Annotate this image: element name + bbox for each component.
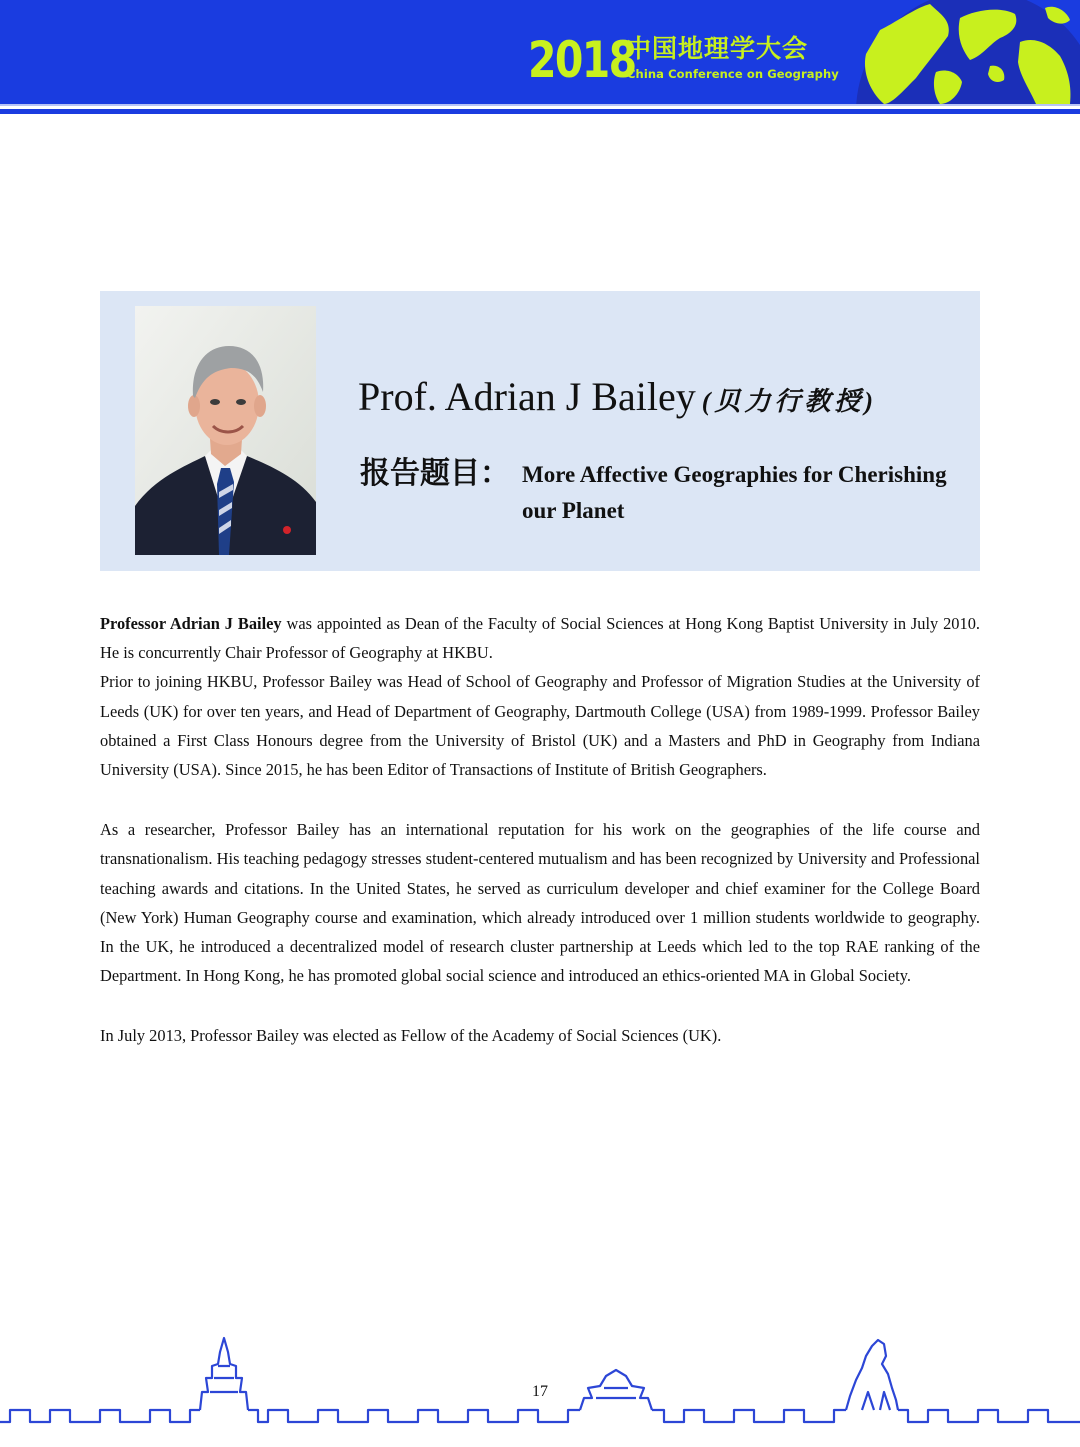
bio-p1-text: was appointed as Dean of the Faculty of Social Sciences at Hong Kong Baptist University in July 2010. He is concurrently Chair Professor of Geography at HKBU. — [100, 614, 980, 663]
portrait-illustration — [135, 306, 316, 555]
logo-title-cn: 中国地理学大会 — [626, 34, 809, 63]
talk-label: 报告题目： — [360, 456, 510, 491]
biography — [100, 609, 980, 1051]
logo-year: 2018 — [528, 31, 636, 89]
speaker-name-cn: (贝力行教授) — [701, 387, 878, 416]
globe-icon — [840, 0, 1080, 104]
bio-paragraph-4: In July 2013, Professor Bailey was elected as Fellow of the Academy of Social Sciences (UK). — [100, 1026, 722, 1046]
page-number: 17 — [532, 1383, 548, 1400]
bio-paragraph-2: Prior to joining HKBU, Professor Bailey was Head of School of Geography and Professor of Migration Studies at the University of Leeds (UK) for over ten years, and Head of Department of Geography, Dartmouth College (USA) from 1989-1999. Professor Bailey obtained a First Class Honours degree from the University of Bristol (UK) and a Masters and PhD in Geography from Indiana University (USA). Since 2015, he has been Editor of Transactions of Institute of British Geographers. — [100, 672, 980, 780]
bio-paragraph-1 — [100, 609, 980, 667]
bio-paragraph-3: As a researcher, Professor Bailey has an international reputation for his work on the geographies of the life course and transnationalism. His teaching pedagogy stresses student-centered mutualism and has been recognized by University and Professional teaching awards and citations. In the United States, he served as curriculum developer and chief examiner for the College Board (New York) Human Geography course and examination, which already introduced over 1 million students worldwide to geography. In the UK, he introduced a decentralized model of research cluster partnership at Leeds which led to the top RAE ranking of the Department. In Hong Kong, he has promoted global social science and introduced an ethics-oriented MA in Global Society. — [100, 820, 980, 986]
bio-name: Professor Adrian J Bailey — [100, 614, 282, 633]
paragraph-gap — [100, 784, 980, 815]
logo-title-en: China Conference on Geography — [627, 67, 839, 81]
talk-title: More Affective Geographies for Cherishing our Planet — [522, 462, 947, 523]
paragraph-gap — [100, 990, 980, 1021]
speaker-name: Prof. Adrian J Bailey — [358, 374, 696, 419]
header-banner — [0, 0, 1080, 104]
speaker-photo — [135, 306, 316, 555]
header-rule-thin — [0, 104, 1080, 106]
header-rule — [0, 109, 1080, 114]
speaker-card — [100, 291, 980, 571]
speaker-name-line — [358, 373, 877, 426]
